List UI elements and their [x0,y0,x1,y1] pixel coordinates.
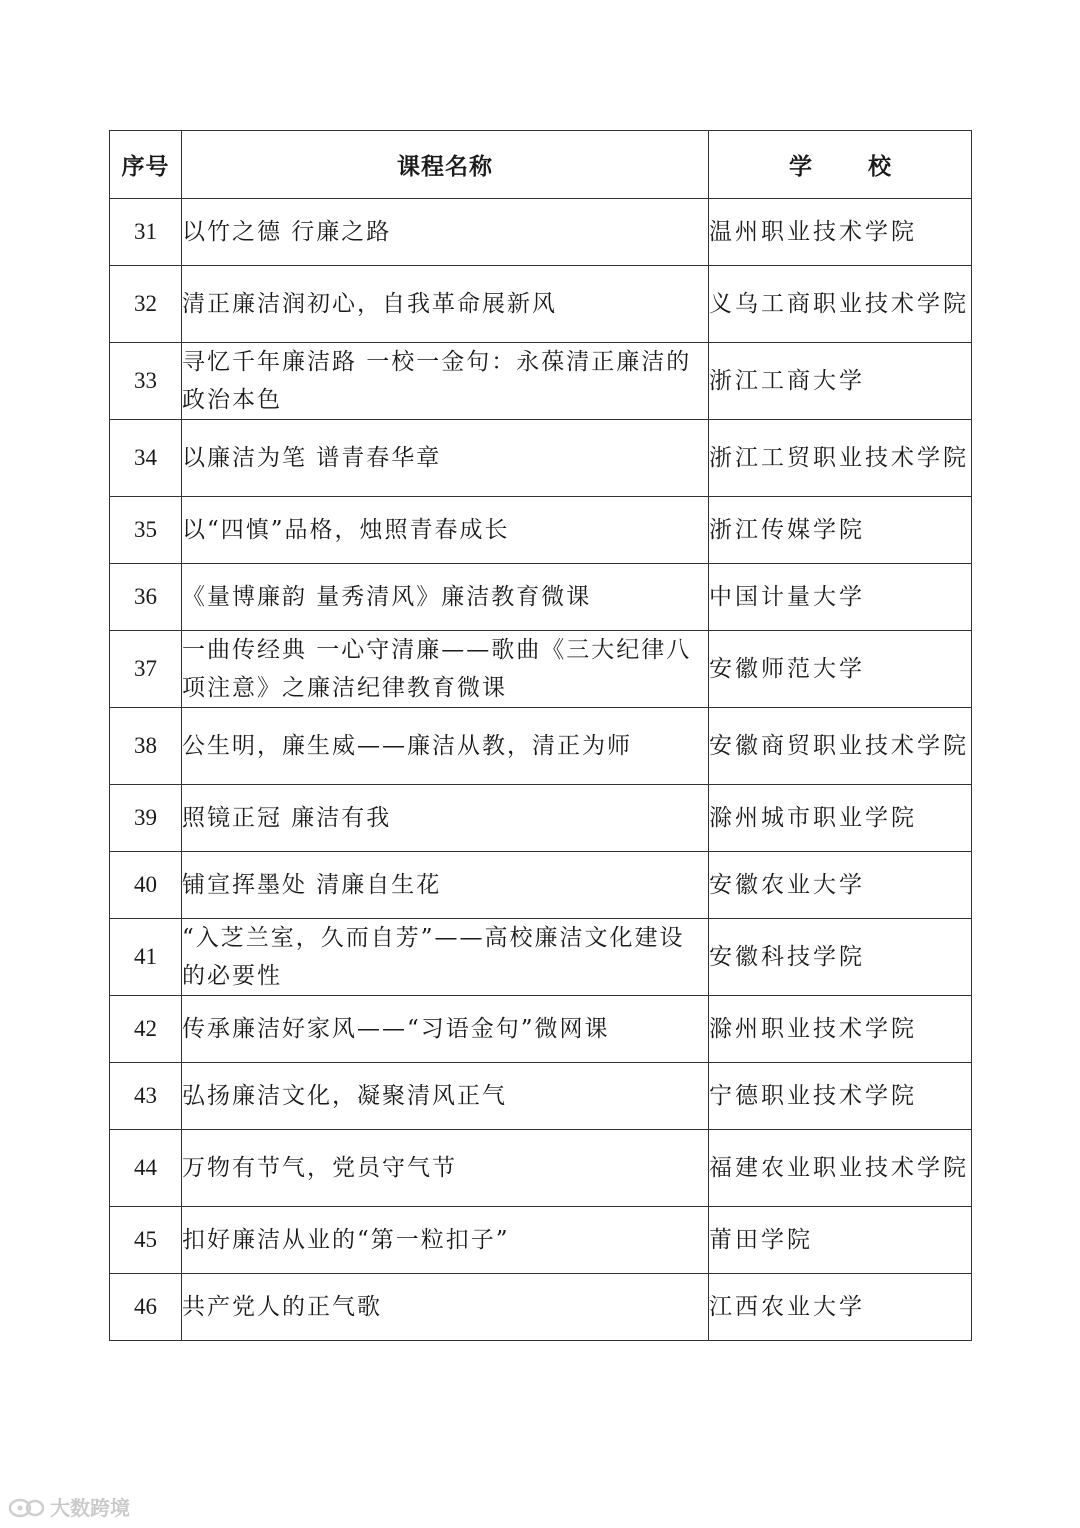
row-no: 41 [110,919,182,996]
table-row [110,1274,972,1341]
table-header-row [110,131,972,199]
row-course-name: 弘扬廉洁文化，凝聚清风正气 [182,1063,709,1130]
table-row [110,785,972,852]
row-course-name: 铺宣挥墨处 清廉自生花 [182,852,709,919]
row-school: 温州职业技术学院 [709,199,972,266]
row-course-name: 共产党人的正气歌 [182,1274,709,1341]
table-row [110,1207,972,1274]
row-no: 37 [110,631,182,708]
row-school: 中国计量大学 [709,564,972,631]
table-row [110,497,972,564]
header-no: 序号 [110,131,182,199]
table-row [110,631,972,708]
row-school: 义乌工商职业技术学院 [709,266,972,343]
row-course-name: 传承廉洁好家风——“习语金句”微网课 [182,996,709,1063]
row-no: 34 [110,420,182,497]
row-no: 42 [110,996,182,1063]
row-school: 浙江工贸职业技术学院 [709,420,972,497]
row-school: 浙江工商大学 [709,343,972,420]
row-no: 46 [110,1274,182,1341]
table-row [110,266,972,343]
row-school: 福建农业职业技术学院 [709,1130,972,1207]
row-course-name: 以廉洁为笔 谱青春华章 [182,420,709,497]
row-school: 江西农业大学 [709,1274,972,1341]
row-course-name: 公生明，廉生威——廉洁从教，清正为师 [182,708,709,785]
watermark-text: 大数跨境 [50,1496,130,1520]
row-no: 32 [110,266,182,343]
table-row [110,199,972,266]
table-row [110,708,972,785]
row-no: 38 [110,708,182,785]
row-course-name: 照镜正冠 廉洁有我 [182,785,709,852]
row-school: 莆田学院 [709,1207,972,1274]
row-course-name: 万物有节气，党员守气节 [182,1130,709,1207]
row-course-name: 扣好廉洁从业的“第一粒扣子” [182,1207,709,1274]
row-school: 滁州城市职业学院 [709,785,972,852]
row-school: 安徽农业大学 [709,852,972,919]
course-table [109,130,972,1341]
table-row [110,919,972,996]
row-school: 宁德职业技术学院 [709,1063,972,1130]
table-row [110,1063,972,1130]
table-row [110,996,972,1063]
row-school: 安徽科技学院 [709,919,972,996]
row-no: 44 [110,1130,182,1207]
row-school: 滁州职业技术学院 [709,996,972,1063]
row-school: 安徽商贸职业技术学院 [709,708,972,785]
row-no: 43 [110,1063,182,1130]
row-no: 45 [110,1207,182,1274]
row-school: 安徽师范大学 [709,631,972,708]
row-course-name: 清正廉洁润初心，自我革命展新风 [182,266,709,343]
row-course-name: 《量博廉韵 量秀清风》廉洁教育微课 [182,564,709,631]
row-course-name: 以“四慎”品格，烛照青春成长 [182,497,709,564]
table-row [110,420,972,497]
brand-logo-icon [8,1495,46,1519]
row-course-name: 寻忆千年廉洁路 一校一金句：永葆清正廉洁的政治本色 [182,343,709,420]
table-row [110,564,972,631]
watermark [8,1492,130,1521]
row-no: 31 [110,199,182,266]
table-row [110,852,972,919]
row-no: 36 [110,564,182,631]
row-course-name: 以竹之德 行廉之路 [182,199,709,266]
row-no: 40 [110,852,182,919]
header-course-name: 课程名称 [182,131,709,199]
row-no: 33 [110,343,182,420]
row-school: 浙江传媒学院 [709,497,972,564]
row-course-name: 一曲传经典 一心守清廉——歌曲《三大纪律八项注意》之廉洁纪律教育微课 [182,631,709,708]
header-school: 学 校 [709,131,972,199]
row-course-name: “入芝兰室，久而自芳”——高校廉洁文化建设的必要性 [182,919,709,996]
table-row [110,343,972,420]
row-no: 35 [110,497,182,564]
row-no: 39 [110,785,182,852]
table-row [110,1130,972,1207]
